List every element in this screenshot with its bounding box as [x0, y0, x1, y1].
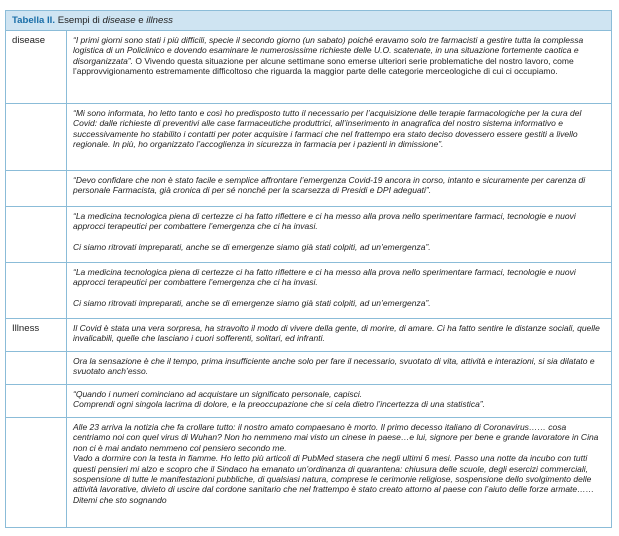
row-content — [67, 104, 611, 170]
row-content — [67, 319, 611, 351]
quote-text: Ora la sensazione è che il tempo, prima insufficiente anche solo per fare il necessario, svuotato di vita, attività e interazioni, si sia dilatato e svuotato anch’esso. — [73, 356, 595, 377]
table-frame — [5, 10, 612, 528]
quote-text: “Devo confidare che non è stato facile e semplice affrontare l’emergenza Covid-19 ancora in corso, intanto e sicuramente per carenza di personale Farmacista, già cronica di per sé nonché per la scarsezza di Presidi e DPI adeguati”. — [73, 175, 586, 196]
row-label-empty — [6, 171, 67, 206]
quote-text: Ci siamo ritrovati impreparati, anche se di emergenze siamo già stati colpiti, ad un’emergenza”. — [73, 298, 431, 309]
table-number: Tabella II. — [12, 15, 56, 26]
caption-term-illness: illness — [146, 15, 173, 26]
quote-text: Alle 23 arriva la notizia che fa crollare tutto: il nostro amato compaesano è morto. Il primo decesso italiano di Coronavirus…… cosa centriamo noi con quel virus di Wuhan? Non ho nemmeno mai visto un cinese in paese…e lui, signore per bene e grande lavoratore in Cina non ci è mai andato nemmeno col pensiero secondo me. — [73, 422, 599, 453]
row-content — [67, 207, 611, 262]
caption-term-disease: disease — [102, 15, 136, 26]
row-content — [67, 352, 611, 384]
row-label-empty — [6, 207, 67, 262]
row-content — [67, 31, 611, 103]
table-row — [6, 351, 611, 384]
table-row — [6, 103, 611, 170]
table-row — [6, 262, 611, 318]
table-row — [6, 206, 611, 262]
quote-text: “Mi sono informata, ho letto tanto e così ho predisposto tutto il necessario per l’acquisizione delle terapie farmacologiche per la cura del Covid: dalle richieste di preventivi alle case farmaceutiche produttrici, all’inserimento in anagrafica del nostro sistema informativo e successivamente ho stabilito i contatti per poter acquisire i farmaci che nel frattempo era stato deciso dovessero essere gestiti a livello regionale. In più, ho organizzato l’accoglienza in sicurezza in farmacia per i pazienti in dimissione”. — [73, 108, 582, 150]
quote-text: “Quando i numeri cominciano ad acquistare un significato personale, capisci. — [73, 389, 363, 399]
table-row — [6, 417, 611, 527]
table-row — [6, 31, 611, 103]
table-row — [6, 170, 611, 206]
row-content — [67, 385, 611, 417]
row-content — [67, 263, 611, 318]
row-label-empty — [6, 263, 67, 318]
quote-text: Ci siamo ritrovati impreparati, anche se di emergenze siamo già stati colpiti, ad un’emergenza”. — [73, 242, 431, 253]
row-label-illness: Illness — [6, 319, 67, 351]
caption-conjunction: e — [138, 15, 144, 26]
quote-text: “La medicina tecnologica piena di certezze ci ha fatto riflettere e ci ha messo alla prova nello sperimentare farmaci, tecnologie e nuovi approcci terapeutici per combattere l’emergenza che ci ha invasi. — [73, 267, 576, 288]
quote-text: Ditemi che sto sognando — [73, 494, 167, 505]
quote-text — [73, 35, 605, 77]
quote-text: Vado a dormire con la testa in fiamme. Ho letto più articoli di PubMed stasera che negli ultimi 6 mesi. Passo una notte da incubo con tutti questi pensieri mi alzo e scopro che il Sindaco ha emanato un’ordinanza di quarantena: chiusura delle scuole, degli esercizi commerciali, sospensione di tutte le manifestazioni pubbliche, di qualsiasi natura, comprese le cerimonie religiose, sospensione dello svolgimento delle attività lavorative, divieto di uscire dal cordone sanitario che nel frattempo è stato creato attorno al paese con l’aiuto delle forze armate…… — [73, 453, 595, 495]
table-row — [6, 384, 611, 417]
row-content — [67, 171, 611, 206]
table-caption — [6, 11, 611, 31]
quote-part: “I primi giorni sono stati i più difficili, specie il secondo giorno (un sabato) poiché eravamo solo tre farmacisti a gestire tutta la complessa logistica di un Policlinico e dovendo esaminare le numerosissime richieste delle U.O. scatenate, in una situazione fortemente caotica e disorganizzata”. — [73, 35, 584, 66]
comment-part: O Vivendo questa situazione per alcune settimane sono emerse ulteriori serie problematiche del nostro lavoro, come l’approvvigionamento estremamente difficoltoso che riguarda la maggior parte delle categorie merceologiche di cui ci occupiamo. — [73, 55, 574, 77]
row-label-empty — [6, 418, 67, 527]
row-label-disease: disease — [6, 31, 67, 103]
row-label-empty — [6, 104, 67, 170]
quote-text: Il Covid è stata una vera sorpresa, ha stravolto il modo di vivere della gente, di morire, di amare. Ci ha fatto sentire le distanze sociali, quelle invalicabili, quelle che lasciano i cuori sofferenti, solitari, ed infranti. — [73, 323, 600, 344]
quote-text: “La medicina tecnologica piena di certezze ci ha fatto riflettere e ci ha messo alla prova nello sperimentare farmaci, tecnologie e nuovi approcci terapeutici per combattere l’emergenza che ci ha invasi. — [73, 211, 576, 232]
row-label-empty — [6, 352, 67, 384]
table-row — [6, 318, 611, 351]
caption-prefix: Esempi di — [57, 15, 100, 26]
row-label-empty — [6, 385, 67, 417]
row-content — [67, 418, 611, 527]
quote-text: Comprendi ogni singola lacrima di dolore, e la preoccupazione che si cela dietro l’incertezza di una statistica”. — [73, 399, 485, 410]
